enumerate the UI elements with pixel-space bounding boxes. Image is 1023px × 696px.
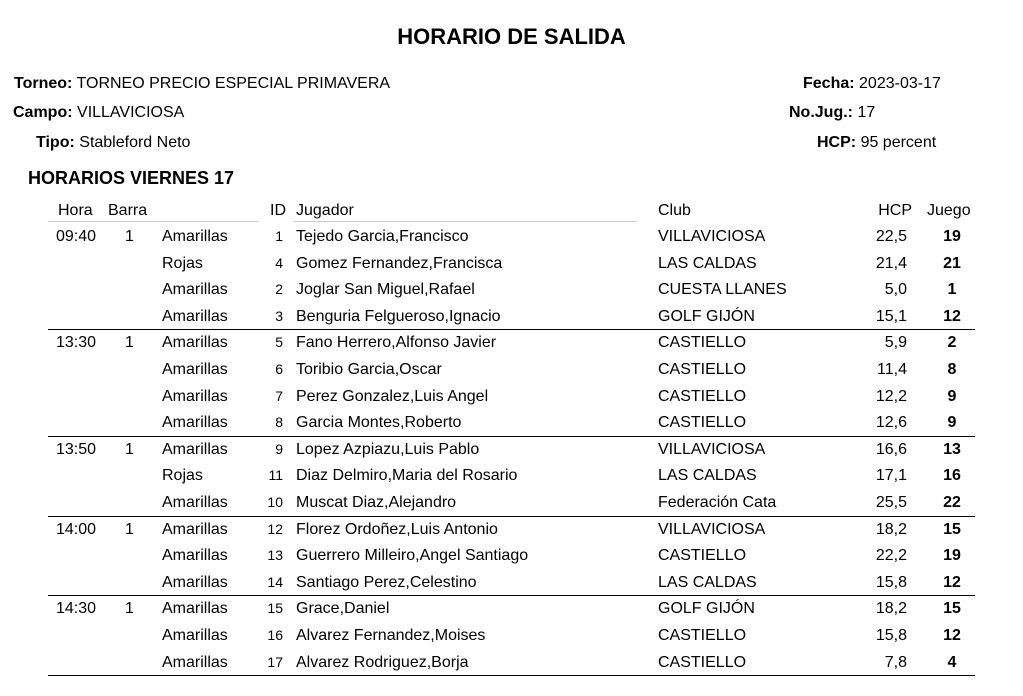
table-row bbox=[0, 410, 1023, 437]
table-row bbox=[0, 650, 1023, 677]
cell-hcp: 16,6 bbox=[875, 440, 907, 458]
cell-jugador: Perez Gonzalez,Luis Angel bbox=[296, 387, 489, 405]
cell-jugador: Garcia Montes,Roberto bbox=[296, 414, 462, 432]
cell-jugador: Tejedo Garcia,Francisco bbox=[296, 228, 469, 245]
nojug-value: 17 bbox=[857, 104, 876, 121]
cell-tee: Rojas bbox=[162, 467, 203, 485]
header-juego: Juego bbox=[927, 202, 971, 219]
header-club: Club bbox=[658, 202, 691, 219]
cell-hcp: 25,5 bbox=[875, 493, 907, 511]
cell-hcp: 12,6 bbox=[875, 414, 907, 432]
cell-club: VILLAVICIOSA bbox=[658, 228, 766, 245]
nojug-field bbox=[789, 104, 875, 122]
tipo-label: Tipo: bbox=[36, 134, 75, 151]
campo-value: VILLAVICIOSA bbox=[77, 104, 185, 121]
cell-club: GOLF GIJÓN bbox=[658, 307, 755, 325]
cell-hcp: 18,2 bbox=[875, 600, 907, 618]
cell-hcp: 15,8 bbox=[875, 626, 907, 644]
table-row bbox=[0, 490, 1023, 517]
cell-hcp: 21,4 bbox=[875, 254, 907, 272]
cell-jugador: Toribio Garcia,Oscar bbox=[296, 360, 442, 378]
cell-barra: 1 bbox=[125, 440, 134, 458]
tipo-value: Stableford Neto bbox=[79, 134, 191, 151]
cell-hcp: 22,5 bbox=[875, 228, 907, 245]
cell-jugador: Florez Ordoñez,Luis Antonio bbox=[296, 520, 498, 538]
cell-id: 6 bbox=[275, 360, 283, 377]
cell-tee: Amarillas bbox=[162, 520, 228, 538]
cell-club: CASTIELLO bbox=[658, 653, 747, 671]
cell-barra: 1 bbox=[125, 520, 134, 538]
hcp-value: 95 percent bbox=[860, 134, 937, 151]
cell-jugador: Diaz Delmiro,Maria del Rosario bbox=[296, 467, 518, 485]
cell-jugador: Guerrero Milleiro,Angel Santiago bbox=[296, 547, 529, 565]
cell-id: 16 bbox=[267, 626, 283, 643]
torneo-label: Torneo: bbox=[14, 75, 73, 92]
cell-tee: Amarillas bbox=[162, 626, 228, 644]
cell-club: VILLAVICIOSA bbox=[658, 440, 766, 458]
table-row bbox=[0, 330, 1023, 357]
cell-tee: Amarillas bbox=[162, 440, 228, 458]
tipo-field bbox=[36, 134, 190, 152]
cell-id: 17 bbox=[267, 653, 283, 670]
cell-jugador: Grace,Daniel bbox=[296, 600, 390, 618]
cell-jugador: Benguria Felgueroso,Ignacio bbox=[296, 307, 501, 325]
cell-juego: 19 bbox=[943, 228, 961, 245]
campo-label: Campo: bbox=[13, 104, 73, 121]
cell-hcp: 15,1 bbox=[875, 307, 907, 325]
cell-id: 9 bbox=[275, 440, 283, 457]
header-hcp: HCP bbox=[878, 202, 912, 219]
table-row bbox=[0, 224, 1023, 251]
cell-id: 3 bbox=[275, 307, 283, 324]
cell-tee: Amarillas bbox=[162, 547, 228, 565]
cell-barra: 1 bbox=[125, 334, 134, 352]
cell-tee: Amarillas bbox=[162, 653, 228, 671]
cell-tee: Amarillas bbox=[162, 600, 228, 618]
cell-club: CUESTA LLANES bbox=[658, 281, 787, 299]
cell-tee: Amarillas bbox=[162, 387, 228, 405]
cell-juego: 8 bbox=[947, 360, 957, 378]
cell-juego: 12 bbox=[943, 307, 961, 325]
cell-id: 7 bbox=[275, 387, 283, 404]
cell-jugador: Alvarez Fernandez,Moises bbox=[296, 626, 486, 644]
cell-jugador: Gomez Fernandez,Francisca bbox=[296, 254, 503, 272]
cell-jugador: Muscat Diaz,Alejandro bbox=[296, 493, 457, 511]
cell-hora: 13:50 bbox=[56, 440, 97, 458]
cell-club: GOLF GIJÓN bbox=[658, 600, 755, 618]
cell-juego: 15 bbox=[943, 520, 961, 538]
table-row bbox=[0, 437, 1023, 464]
cell-barra: 1 bbox=[125, 600, 134, 618]
cell-id: 4 bbox=[275, 254, 283, 271]
cell-tee: Amarillas bbox=[162, 281, 228, 299]
table-row bbox=[0, 543, 1023, 570]
torneo-field bbox=[14, 75, 390, 93]
cell-tee: Amarillas bbox=[162, 334, 228, 352]
cell-hora: 13:30 bbox=[56, 334, 97, 352]
cell-juego: 2 bbox=[947, 334, 957, 352]
fecha-label: Fecha: bbox=[803, 75, 855, 92]
header-jugador: Jugador bbox=[296, 202, 354, 219]
nojug-label: No.Jug.: bbox=[789, 104, 853, 121]
cell-tee: Amarillas bbox=[162, 307, 228, 325]
cell-juego: 16 bbox=[943, 467, 961, 485]
header-hora: Hora bbox=[58, 202, 93, 219]
table-row bbox=[0, 463, 1023, 490]
header-underline bbox=[294, 221, 637, 222]
fecha-value: 2023-03-17 bbox=[859, 75, 941, 92]
hcp-label: HCP: bbox=[817, 134, 857, 151]
campo-field bbox=[13, 104, 184, 122]
cell-hcp: 22,2 bbox=[875, 547, 907, 565]
cell-barra: 1 bbox=[125, 228, 134, 245]
cell-hora: 09:40 bbox=[56, 228, 97, 245]
cell-id: 12 bbox=[267, 520, 283, 537]
cell-jugador: Joglar San Miguel,Rafael bbox=[296, 281, 475, 299]
cell-id: 13 bbox=[267, 547, 283, 564]
cell-tee: Amarillas bbox=[162, 360, 228, 378]
cell-club: CASTIELLO bbox=[658, 414, 747, 432]
cell-tee: Rojas bbox=[162, 254, 203, 272]
cell-hora: 14:30 bbox=[56, 600, 97, 618]
table-row bbox=[0, 251, 1023, 278]
cell-juego: 13 bbox=[943, 440, 961, 458]
cell-id: 10 bbox=[267, 493, 283, 510]
cell-id: 8 bbox=[275, 414, 283, 431]
cell-hcp: 18,2 bbox=[875, 520, 907, 538]
cell-hcp: 7,8 bbox=[884, 653, 907, 671]
header-barra: Barra bbox=[108, 202, 148, 219]
cell-id: 15 bbox=[267, 600, 283, 617]
fecha-field bbox=[803, 75, 941, 93]
group-divider bbox=[48, 675, 975, 676]
cell-tee: Amarillas bbox=[162, 573, 228, 591]
page-title: HORARIO DE SALIDA bbox=[397, 24, 626, 49]
cell-club: CASTIELLO bbox=[658, 334, 747, 352]
cell-juego: 19 bbox=[943, 547, 961, 565]
table-row bbox=[0, 623, 1023, 650]
cell-club: LAS CALDAS bbox=[658, 254, 757, 272]
table-row bbox=[0, 304, 1023, 331]
header-id: ID bbox=[270, 202, 286, 219]
cell-hcp: 15,8 bbox=[875, 573, 907, 591]
section-title: HORARIOS VIERNES 17 bbox=[28, 168, 235, 188]
cell-juego: 9 bbox=[947, 387, 957, 405]
cell-hcp: 12,2 bbox=[875, 387, 907, 405]
cell-club: Federación Cata bbox=[658, 493, 777, 511]
cell-juego: 12 bbox=[943, 626, 961, 644]
cell-tee: Amarillas bbox=[162, 228, 228, 245]
cell-id: 5 bbox=[275, 334, 283, 351]
cell-tee: Amarillas bbox=[162, 414, 228, 432]
cell-juego: 15 bbox=[943, 600, 961, 618]
cell-hcp: 11,4 bbox=[877, 360, 907, 378]
cell-juego: 21 bbox=[943, 254, 961, 272]
cell-club: CASTIELLO bbox=[658, 626, 747, 644]
table-row bbox=[0, 596, 1023, 623]
table-row bbox=[0, 570, 1023, 597]
cell-juego: 9 bbox=[947, 414, 957, 432]
table-row bbox=[0, 517, 1023, 544]
cell-hcp: 5,9 bbox=[884, 334, 907, 352]
table-row bbox=[0, 277, 1023, 304]
table-row bbox=[0, 357, 1023, 384]
cell-juego: 12 bbox=[943, 573, 961, 591]
hcp-field bbox=[817, 134, 936, 152]
cell-tee: Amarillas bbox=[162, 493, 228, 511]
cell-club: CASTIELLO bbox=[658, 387, 747, 405]
cell-hcp: 17,1 bbox=[875, 467, 907, 485]
schedule-table bbox=[0, 224, 1023, 676]
cell-club: CASTIELLO bbox=[658, 547, 747, 565]
cell-juego: 1 bbox=[947, 281, 957, 299]
cell-hora: 14:00 bbox=[56, 520, 97, 538]
cell-juego: 22 bbox=[943, 493, 961, 511]
cell-club: VILLAVICIOSA bbox=[658, 520, 766, 538]
cell-jugador: Fano Herrero,Alfonso Javier bbox=[296, 334, 497, 352]
cell-jugador: Alvarez Rodriguez,Borja bbox=[296, 653, 469, 671]
cell-id: 11 bbox=[268, 467, 283, 484]
cell-id: 2 bbox=[275, 281, 283, 298]
cell-id: 1 bbox=[275, 228, 283, 244]
table-header bbox=[0, 202, 1023, 222]
cell-hcp: 5,0 bbox=[884, 281, 907, 299]
cell-jugador: Santiago Perez,Celestino bbox=[296, 573, 477, 591]
cell-club: LAS CALDAS bbox=[658, 467, 757, 485]
torneo-value: TORNEO PRECIO ESPECIAL PRIMAVERA bbox=[76, 75, 391, 92]
cell-jugador: Lopez Azpiazu,Luis Pablo bbox=[296, 440, 480, 458]
table-row bbox=[0, 384, 1023, 411]
cell-club: LAS CALDAS bbox=[658, 573, 757, 591]
cell-club: CASTIELLO bbox=[658, 360, 747, 378]
header-underline bbox=[48, 221, 258, 222]
cell-juego: 4 bbox=[947, 653, 957, 671]
cell-id: 14 bbox=[267, 573, 283, 590]
